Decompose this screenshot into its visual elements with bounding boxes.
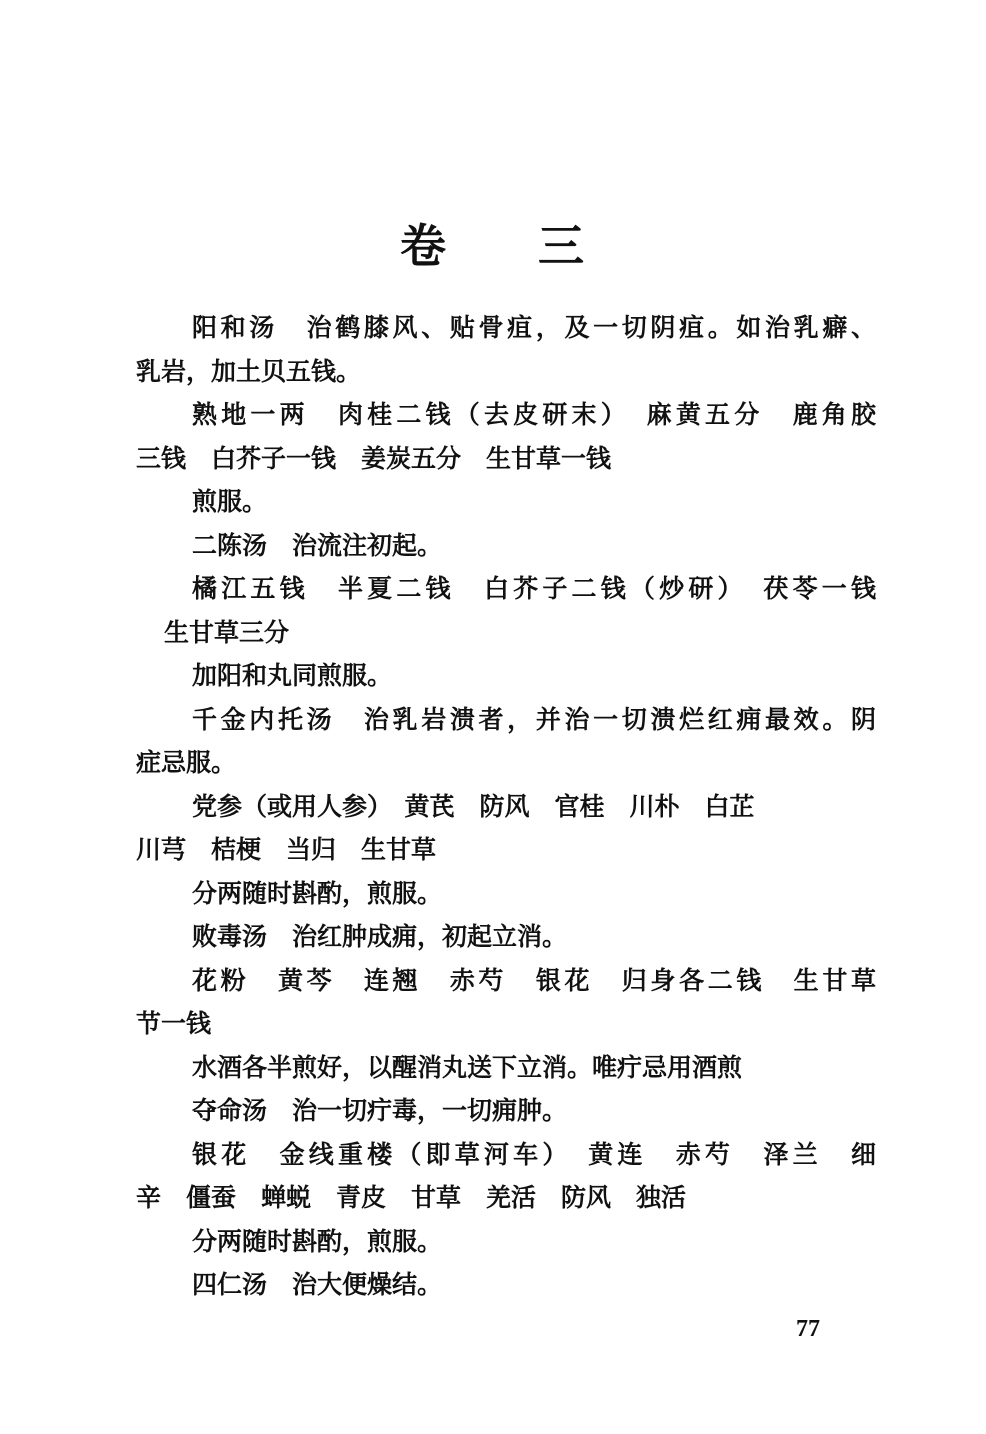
chapter-title-volume: 卷	[400, 219, 448, 273]
text-line: 乳岩，加土贝五钱。	[136, 356, 362, 386]
text-line: 四仁汤 治大便燥结。	[192, 1270, 443, 1299]
text-line: 三钱 白芥子一钱 姜炭五分 生甘草一钱	[136, 443, 612, 473]
text-line: 煎服。	[192, 487, 268, 516]
text-line: 生甘草三分	[164, 617, 290, 647]
text-line: 阳和汤 治鹤膝风、贴骨疽，及一切阴疽。如治乳癖、	[192, 313, 876, 342]
body-text	[136, 306, 876, 1307]
text-line: 分两随时斟酌，煎服。	[192, 1226, 443, 1256]
text-line: 川芎 桔梗 当归 生甘草	[136, 835, 437, 864]
text-line: 党参（或用人参） 黄芪 防风 官桂 川朴 白芷	[192, 791, 755, 821]
text-line: 加阳和丸同煎服。	[192, 661, 393, 690]
page-number: 77	[796, 1316, 820, 1342]
chapter-title	[0, 210, 986, 276]
text-line: 千金内托汤 治乳岩溃者，并治一切溃烂红痈最效。阴	[192, 704, 876, 734]
text-line: 节一钱	[136, 1009, 212, 1038]
text-line: 症忌服。	[136, 748, 237, 777]
text-line: 橘江五钱 半夏二钱 白芥子二钱（炒研） 茯苓一钱	[192, 574, 876, 603]
text-line: 熟地一两 肉桂二钱（去皮研末） 麻黄五分 鹿角胶	[192, 400, 876, 429]
text-line: 花粉 黄芩 连翘 赤芍 银花 归身各二钱 生甘草	[192, 965, 876, 995]
text-line: 败毒汤 治红肿成痈，初起立消。	[192, 922, 568, 951]
chapter-title-number: 三	[538, 219, 586, 273]
text-line: 二陈汤 治流注初起。	[192, 530, 443, 560]
text-line: 水酒各半煎好，以醒消丸送下立消。唯疔忌用酒煎	[192, 1052, 743, 1082]
text-line: 银花 金线重楼（即草河车） 黄连 赤芍 泽兰 细	[192, 1139, 876, 1169]
text-line: 分两随时斟酌，煎服。	[192, 878, 443, 908]
text-line: 夺命汤 治一切疔毒，一切痈肿。	[192, 1096, 568, 1125]
text-line: 辛 僵蚕 蝉蜕 青皮 甘草 羌活 防风 独活	[136, 1183, 687, 1212]
